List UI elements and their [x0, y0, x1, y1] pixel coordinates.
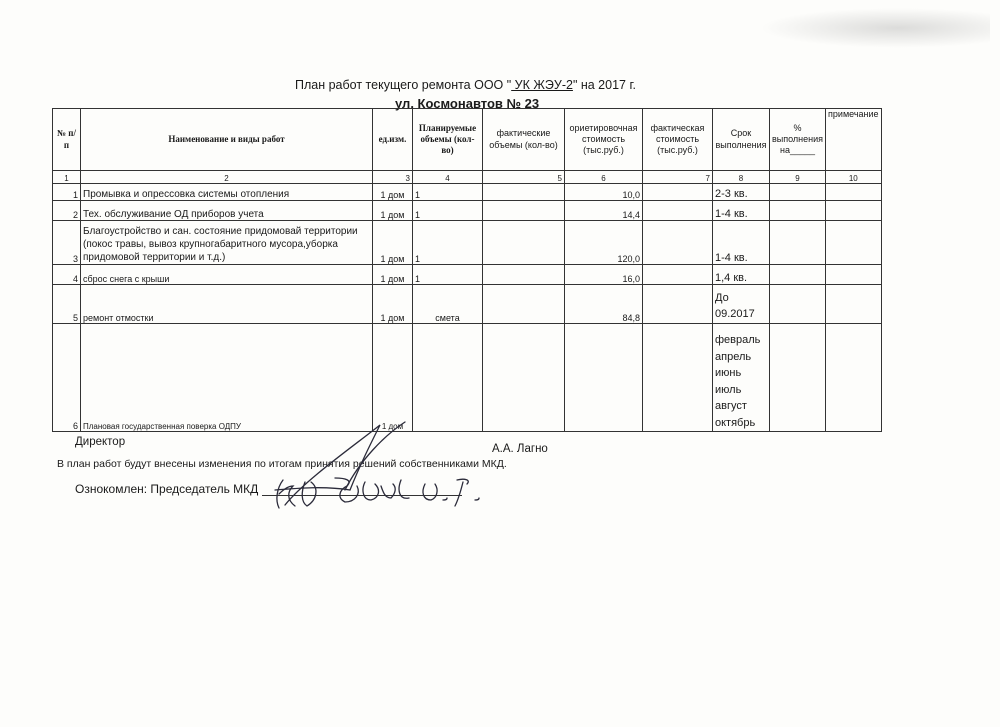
row-term: февраль апрель июнь июль август октябрь	[713, 324, 770, 432]
row-actual	[483, 221, 565, 265]
row-percent	[770, 184, 826, 201]
column-numbers-row	[53, 171, 882, 184]
title-prefix: План работ текущего ремонта ООО "	[295, 78, 512, 92]
row-unit: 1 дом	[373, 285, 413, 324]
row-actual	[483, 285, 565, 324]
scan-artifact	[760, 8, 990, 48]
row-fact-cost	[643, 221, 713, 265]
row-term: 1,4 кв.	[713, 265, 770, 285]
row-fact-cost	[643, 285, 713, 324]
acknowledgement-label: Ознокомлен: Председатель МКД	[75, 482, 259, 496]
row-num: 6	[53, 324, 81, 432]
col-header-actual: фактические объемы (кол-во)	[483, 109, 565, 171]
row-name: сброс снега с крыши	[81, 265, 373, 285]
row-fact-cost	[643, 265, 713, 285]
row-num: 1	[53, 184, 81, 201]
table-row	[53, 184, 882, 201]
row-name: Благоустройство и сан. состояние придомовай территории (покос травы, вывоз крупногабаритного мусора,уборка придомовой территории и т.д.)	[81, 221, 373, 265]
company-name: УК ЖЭУ-2	[511, 78, 573, 92]
table-row	[53, 324, 882, 432]
row-name: Тех. обслуживание ОД приборов учета	[81, 201, 373, 221]
row-actual	[483, 324, 565, 432]
row-percent	[770, 324, 826, 432]
row-note	[826, 221, 882, 265]
col-number: 1	[53, 171, 81, 184]
table-row	[53, 221, 882, 265]
plan-change-note: В план работ будут внесены изменения по итогам принятия решений собственниками МКД.	[57, 458, 507, 470]
row-num: 2	[53, 201, 81, 221]
col-header-est-cost: ориетировочная стоимость (тыс.руб.)	[565, 109, 643, 171]
row-planned: 1	[413, 201, 483, 221]
row-term: 1-4 кв.	[713, 201, 770, 221]
row-num: 3	[53, 221, 81, 265]
row-name: Плановая государственная поверка ОДПУ	[81, 324, 373, 432]
row-note	[826, 324, 882, 432]
row-term: До 09.2017	[713, 285, 770, 324]
row-num: 4	[53, 265, 81, 285]
row-actual	[483, 265, 565, 285]
row-est-cost: 84,8	[565, 285, 643, 324]
table-row	[53, 265, 882, 285]
title-suffix: " на 2017 г.	[572, 78, 636, 92]
col-number: 10	[826, 171, 882, 184]
col-number: 2	[81, 171, 373, 184]
col-header-name: Наименование и виды работ	[81, 109, 373, 171]
row-num: 5	[53, 285, 81, 324]
row-percent	[770, 265, 826, 285]
col-number: 7	[643, 171, 713, 184]
row-actual	[483, 184, 565, 201]
table-row	[53, 285, 882, 324]
row-note	[826, 285, 882, 324]
col-number: 8	[713, 171, 770, 184]
col-header-note: примечание	[826, 109, 882, 171]
row-note	[826, 184, 882, 201]
row-fact-cost	[643, 184, 713, 201]
row-est-cost: 14,4	[565, 201, 643, 221]
row-unit: 1 дом	[373, 184, 413, 201]
row-name: ремонт отмостки	[81, 285, 373, 324]
row-planned	[413, 324, 483, 432]
col-number: 6	[565, 171, 643, 184]
row-name: Промывка и опрессовка системы отопления	[81, 184, 373, 201]
row-planned: 1	[413, 221, 483, 265]
col-number: 5	[483, 171, 565, 184]
row-planned: 1	[413, 184, 483, 201]
row-term: 2-3 кв.	[713, 184, 770, 201]
row-planned: 1	[413, 265, 483, 285]
document-title	[295, 78, 636, 92]
row-unit: 1 дом	[373, 324, 413, 432]
col-header-percent: % выполнения на_____	[770, 109, 826, 171]
row-note	[826, 265, 882, 285]
row-est-cost: 120,0	[565, 221, 643, 265]
col-header-num: № п/п	[53, 109, 81, 171]
row-percent	[770, 201, 826, 221]
row-est-cost: 10,0	[565, 184, 643, 201]
row-actual	[483, 201, 565, 221]
row-fact-cost	[643, 201, 713, 221]
table-header-row	[53, 109, 882, 171]
row-note	[826, 201, 882, 221]
director-name: А.А. Лагно	[492, 443, 548, 455]
row-percent	[770, 285, 826, 324]
col-header-term: Срок выполнения	[713, 109, 770, 171]
table-row	[53, 201, 882, 221]
row-term: 1-4 кв.	[713, 221, 770, 265]
row-est-cost	[565, 324, 643, 432]
col-number: 4	[413, 171, 483, 184]
col-header-planned: Планируемые объемы (кол-во)	[413, 109, 483, 171]
row-est-cost: 16,0	[565, 265, 643, 285]
handwritten-signature	[265, 420, 495, 515]
row-planned: смета	[413, 285, 483, 324]
director-label: Директор	[75, 436, 126, 448]
address-heading: ул. Космонавтов № 23	[395, 96, 540, 111]
row-fact-cost	[643, 324, 713, 432]
col-header-fact-cost: фактическая стоимость (тыс.руб.)	[643, 109, 713, 171]
row-unit: 1 дом	[373, 265, 413, 285]
col-number: 3	[373, 171, 413, 184]
work-plan-table	[52, 108, 882, 432]
col-number: 9	[770, 171, 826, 184]
row-unit: 1 дом	[373, 221, 413, 265]
col-header-unit: ед.изм.	[373, 109, 413, 171]
row-unit: 1 дом	[373, 201, 413, 221]
row-percent	[770, 221, 826, 265]
